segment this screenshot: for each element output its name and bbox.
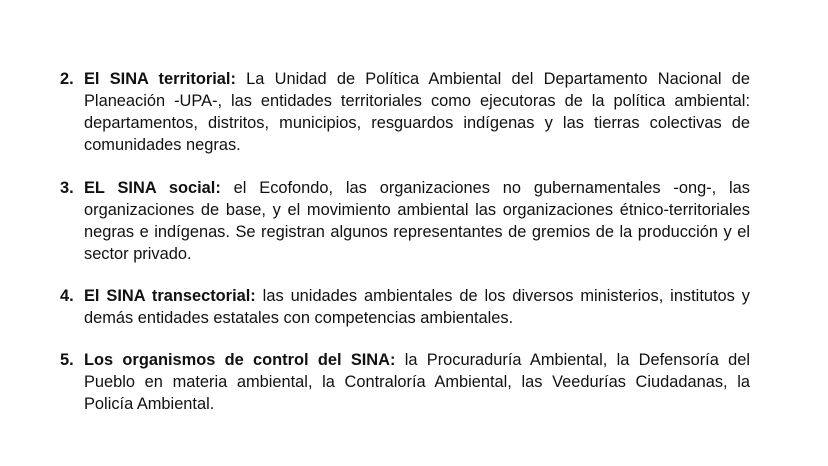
- list-item-text: la Procuraduría Ambiental, la Defensoría del Pueblo en materia ambiental, la Contraloría Ambiental, las Veedurías Ciudadanas, la Policía Ambiental.: [84, 351, 751, 413]
- list-item-heading: Los organismos de control del SINA:: [84, 351, 396, 369]
- list-item-heading: El SINA territorial:: [84, 70, 236, 88]
- list-item-text: La Unidad de Política Ambiental del Departamento Nacional de Planeación -UPA-, las entidades territoriales como ejecutoras de la política ambiental: departamentos, distritos, municipios, resguardos indígenas y las tierras colectivas de comunidades negras.: [84, 70, 750, 154]
- list-item-number: 5.: [60, 351, 74, 369]
- list-item-text: el Ecofondo, las organizaciones no gubernamentales -ong-, las organizaciones de base, y el movimiento ambiental las organizaciones étnico-territoriales negras e indígenas. Se registran algunos representantes de gremios de la producción y el sector privado.: [84, 179, 750, 263]
- list-item-sina-social: [60, 177, 750, 265]
- numbered-list: [60, 68, 750, 436]
- list-item-number: 2.: [60, 70, 74, 88]
- list-item-organismos-control: [60, 349, 750, 415]
- list-item-number: 3.: [60, 179, 74, 197]
- list-item-heading: El SINA transectorial:: [84, 287, 256, 305]
- list-item-text: las unidades ambientales de los diversos ministerios, institutos y demás entidades estatales con competencias ambientales.: [84, 287, 750, 327]
- list-item-number: 4.: [60, 287, 74, 305]
- list-item-sina-transectorial: [60, 285, 750, 329]
- list-item-heading: EL SINA social:: [84, 179, 221, 197]
- list-item-sina-territorial: [60, 68, 750, 156]
